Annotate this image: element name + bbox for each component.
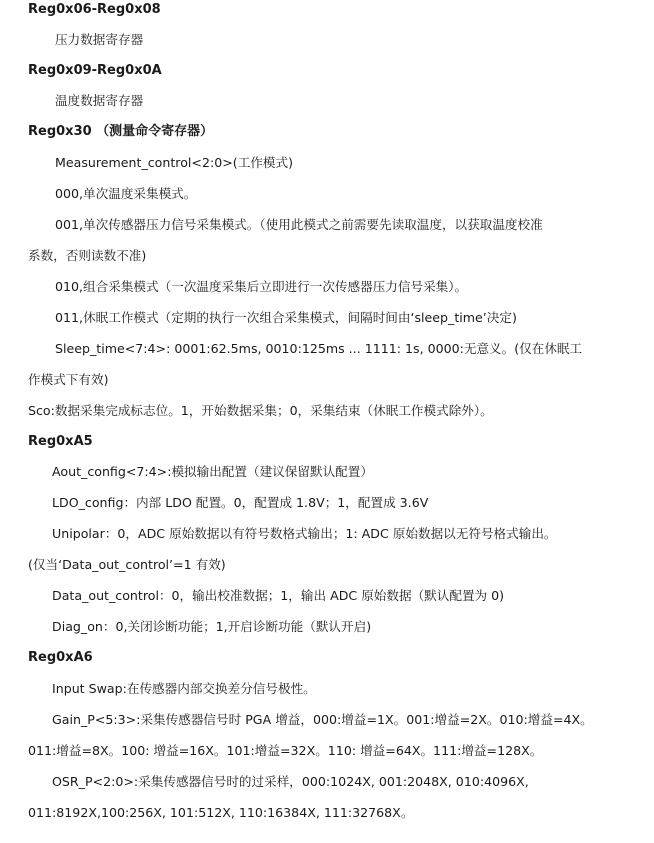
- heading-reg-30: Reg0x30 （测量命令寄存器）: [28, 124, 214, 139]
- text-line: Sleep_time<7:4>: 0001:62.5ms, 0010:125ms ... 1111: 1s, 0000:无意义。(仅在休眠工: [55, 341, 583, 356]
- heading-reg-06-08: Reg0x06-Reg0x08: [28, 2, 161, 17]
- text-line: 000,单次温度采集模式。: [55, 186, 197, 201]
- text-line: 011:增益=8X。100: 增益=16X。101:增益=32X。110: 增益=64X。111:增益=128X。: [28, 743, 543, 758]
- text-line: (仅当‘Data_out_control’=1 有效): [28, 557, 226, 572]
- heading-reg-09-0a: Reg0x09-Reg0x0A: [28, 63, 162, 78]
- text-line: 010,组合采集模式（一次温度采集后立即进行一次传感器压力信号采集）。: [55, 279, 468, 294]
- text-line: Diag_on：0,关闭诊断功能；1,开启诊断功能（默认开启): [52, 619, 372, 634]
- heading-reg-a6: Reg0xA6: [28, 650, 93, 665]
- text-line: OSR_P<2:0>:采集传感器信号时的过采样，000:1024X, 001:2048X, 010:4096X,: [52, 774, 529, 789]
- text-line: 压力数据寄存器: [55, 32, 144, 47]
- text-line: Measurement_control<2:0>(工作模式): [55, 155, 293, 170]
- text-line: 系数，否则读数不准): [28, 248, 147, 263]
- text-line: 011:8192X,100:256X, 101:512X, 110:16384X, 111:32768X。: [28, 805, 414, 820]
- text-line: Unipolar：0，ADC 原始数据以有符号数格式输出；1: ADC 原始数据以无符号格式输出。: [52, 526, 557, 541]
- text-line: Input Swap:在传感器内部交换差分信号极性。: [52, 681, 316, 696]
- text-line: Sco:数据采集完成标志位。1，开始数据采集；0，采集结束（休眠工作模式除外）。: [28, 403, 493, 418]
- text-line: Data_out_control：0，输出校准数据；1，输出 ADC 原始数据（默认配置为 0): [52, 588, 505, 603]
- heading-reg-a5: Reg0xA5: [28, 434, 93, 449]
- text-line: LDO_config：内部 LDO 配置。0，配置成 1.8V；1，配置成 3.6V: [52, 495, 429, 510]
- text-line: 011,休眠工作模式（定期的执行一次组合采集模式，间隔时间由‘sleep_time’决定): [55, 310, 517, 325]
- text-line: Gain_P<5:3>:采集传感器信号时 PGA 增益，000:增益=1X。001:增益=2X。010:增益=4X。: [52, 712, 593, 727]
- text-line: 作模式下有效): [28, 372, 109, 387]
- text-line: 001,单次传感器压力信号采集模式。（使用此模式之前需要先读取温度，以获取温度校准: [55, 217, 543, 232]
- text-line: 温度数据寄存器: [55, 93, 144, 108]
- text-line: Aout_config<7:4>:模拟输出配置（建议保留默认配置）: [52, 464, 373, 479]
